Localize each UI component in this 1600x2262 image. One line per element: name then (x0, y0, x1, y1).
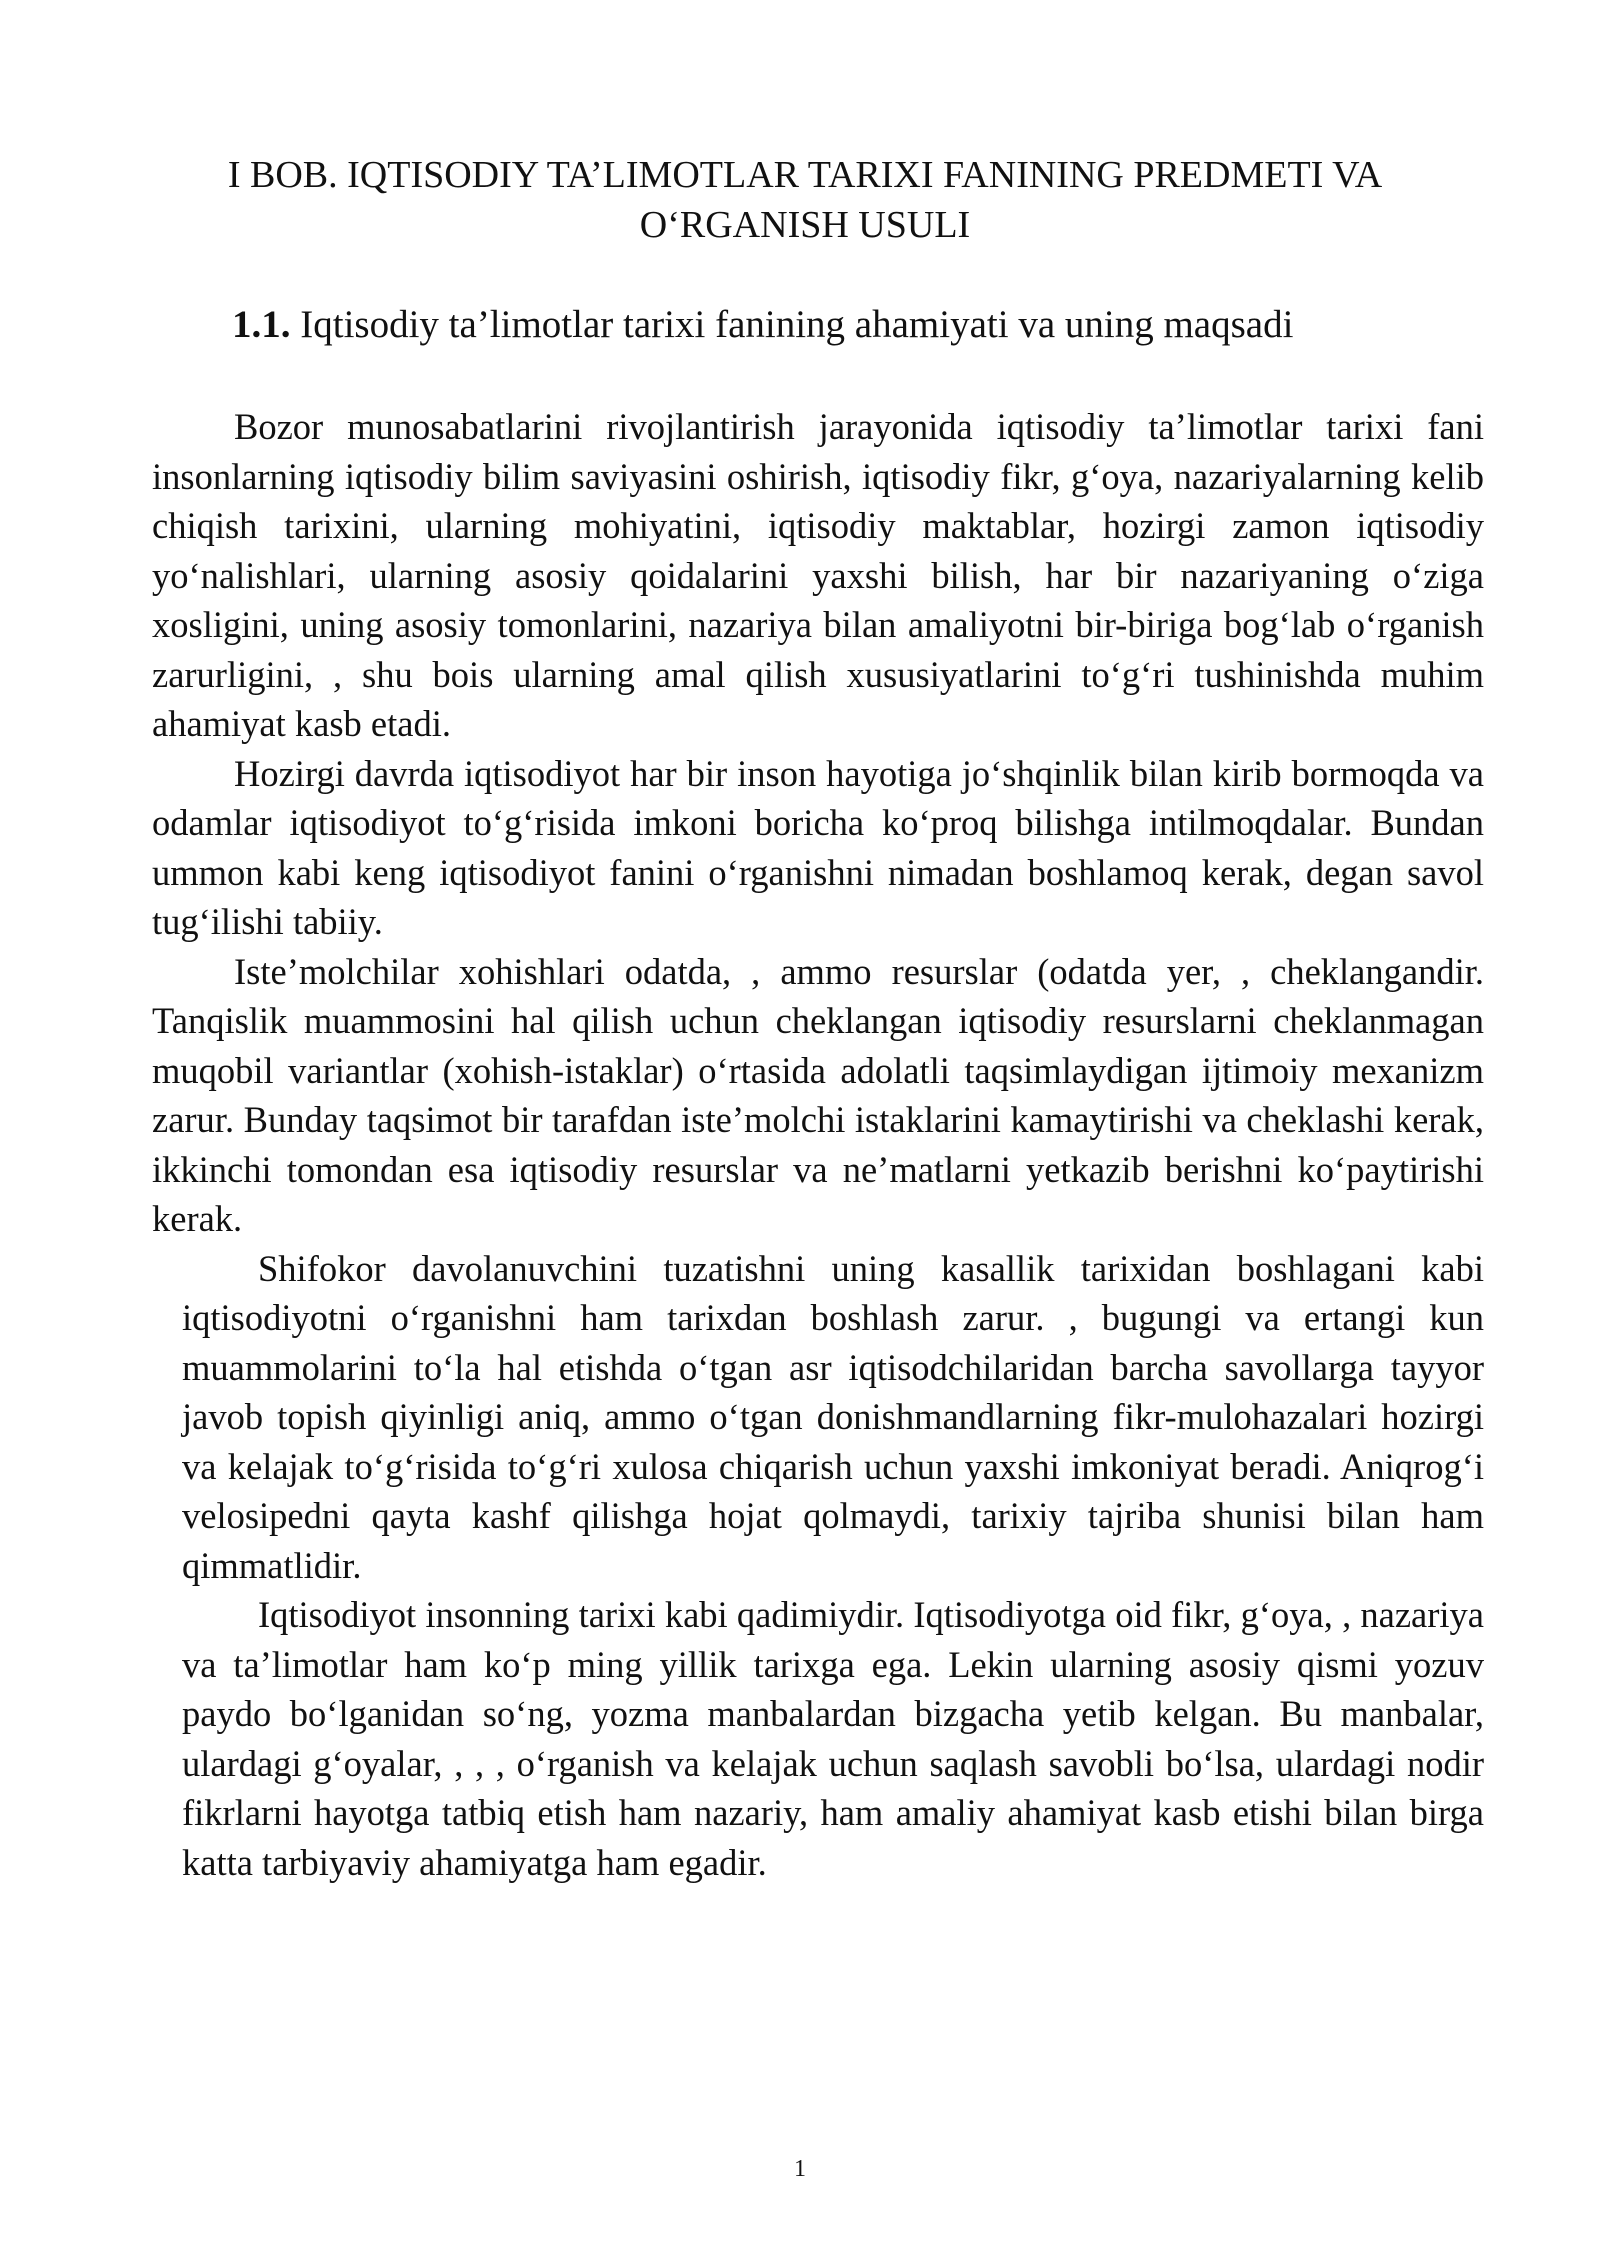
paragraph: Iste’molchilar xohishlari odatda, , ammo resurslar (odatda yer, , cheklangandir. Tanqislik muammosini hal qilish uchun cheklangan iqtisodiy resurslarni cheklanmagan muqobil variantlar (xohish-istaklar) o‘rtasida adolatli taqsimlaydigan ijtimoiy mexanizm zarur. Bunday taqsimot bir tarafdan iste’molchi istaklarini kamaytirishi va cheklashi kerak, ikkinchi tomondan esa iqtisodiy resurslar va ne’matlarni yetkazib berishni ko‘paytirishi kerak. (152, 950, 1484, 1239)
chapter-title: I BOB. IQTISODIY TA’LIMOTLAR TARIXI FANINING PREDMETI VA O‘RGANISH USULI (227, 154, 1383, 246)
paragraph: Bozor munosabatlarini rivojlantirish jarayonida iqtisodiy ta’limotlar tarixi fani insonlarning iqtisodiy bilim saviyasini oshirish, iqtisodiy fikr, g‘oya, nazariyalarning kelib chiqish tarixini, ularning mohiyatini, iqtisodiy maktablar, hozirgi zamon iqtisodiy yo‘nalishlari, ularning asosiy qoidalarini yaxshi bilish, har bir nazariyaning o‘ziga xosligini, uning asosiy tomonlarini, nazariya bilan amaliyotni bir-biriga bog‘lab o‘rganish zarurligini, , shu bois ularning amal qilish xususiyatlarini to‘g‘ri tushinishda muhim ahamiyat kasb etadi. (152, 406, 1484, 744)
paragraph: Hozirgi davrda iqtisodiyot har bir inson hayotiga jo‘shqinlik bilan kirib bormoqda va odamlar iqtisodiyot to‘g‘risida imkoni boricha ko‘proq bilishga intilmoqdalar. Bundan ummon kabi keng iqtisodiyot fanini o‘rganishni nimadan boshlamoq kerak, degan savol tug‘ilishi tabiiy. (152, 752, 1484, 942)
paragraph: Shifokor davolanuvchini tuzatishni uning kasallik tarixidan boshlagani kabi iqtisodiyotni o‘rganishni ham tarixdan boshlash zarur. , bugungi va ertangi kun muammolarini to‘la hal etishda o‘tgan asr iqtisodchilaridan barcha savollarga tayyor javob topish qiyinligi aniq, ammo o‘tgan donishmandlarning fikr-mulohazalari hozirgi va kelajak to‘g‘risida to‘g‘ri xulosa chiqarish uchun yaxshi imkoniyat beradi. Aniqrog‘i velosipedni qayta kashf qilishga hojat qolmaydi, tarixiy tajriba shunisi bilan ham qimmatlidir. (182, 1247, 1484, 1586)
section-heading (232, 300, 1293, 350)
body-text (152, 402, 1484, 1887)
section-title: Iqtisodiy ta’limotlar tarixi fanining ahamiyati va uning maqsadi (300, 303, 1294, 346)
paragraph: Iqtisodiyot insonning tarixi kabi qadimiydir. Iqtisodiyotga oid fikr, g‘oya, , nazariya va ta’limotlar ham ko‘p ming yillik tarixga ega. Lekin ularning asosiy qismi yozuv paydo bo‘lganidan so‘ng, yozma manbalardan bizgacha yetib kelgan. Bu manbalar, ulardagi g‘oyalar, , , , o‘rganish va kelajak uchun saqlash savobli bo‘lsa, ulardagi nodir fikrlarni hayotga tatbiq etish ham nazariy, ham amaliy ahamiyat kasb etishi bilan birga katta tarbiyaviy ahamiyatga ham egadir. (182, 1594, 1484, 1883)
page-number: 1 (794, 2156, 806, 2182)
section-number: 1.1. (232, 303, 291, 346)
